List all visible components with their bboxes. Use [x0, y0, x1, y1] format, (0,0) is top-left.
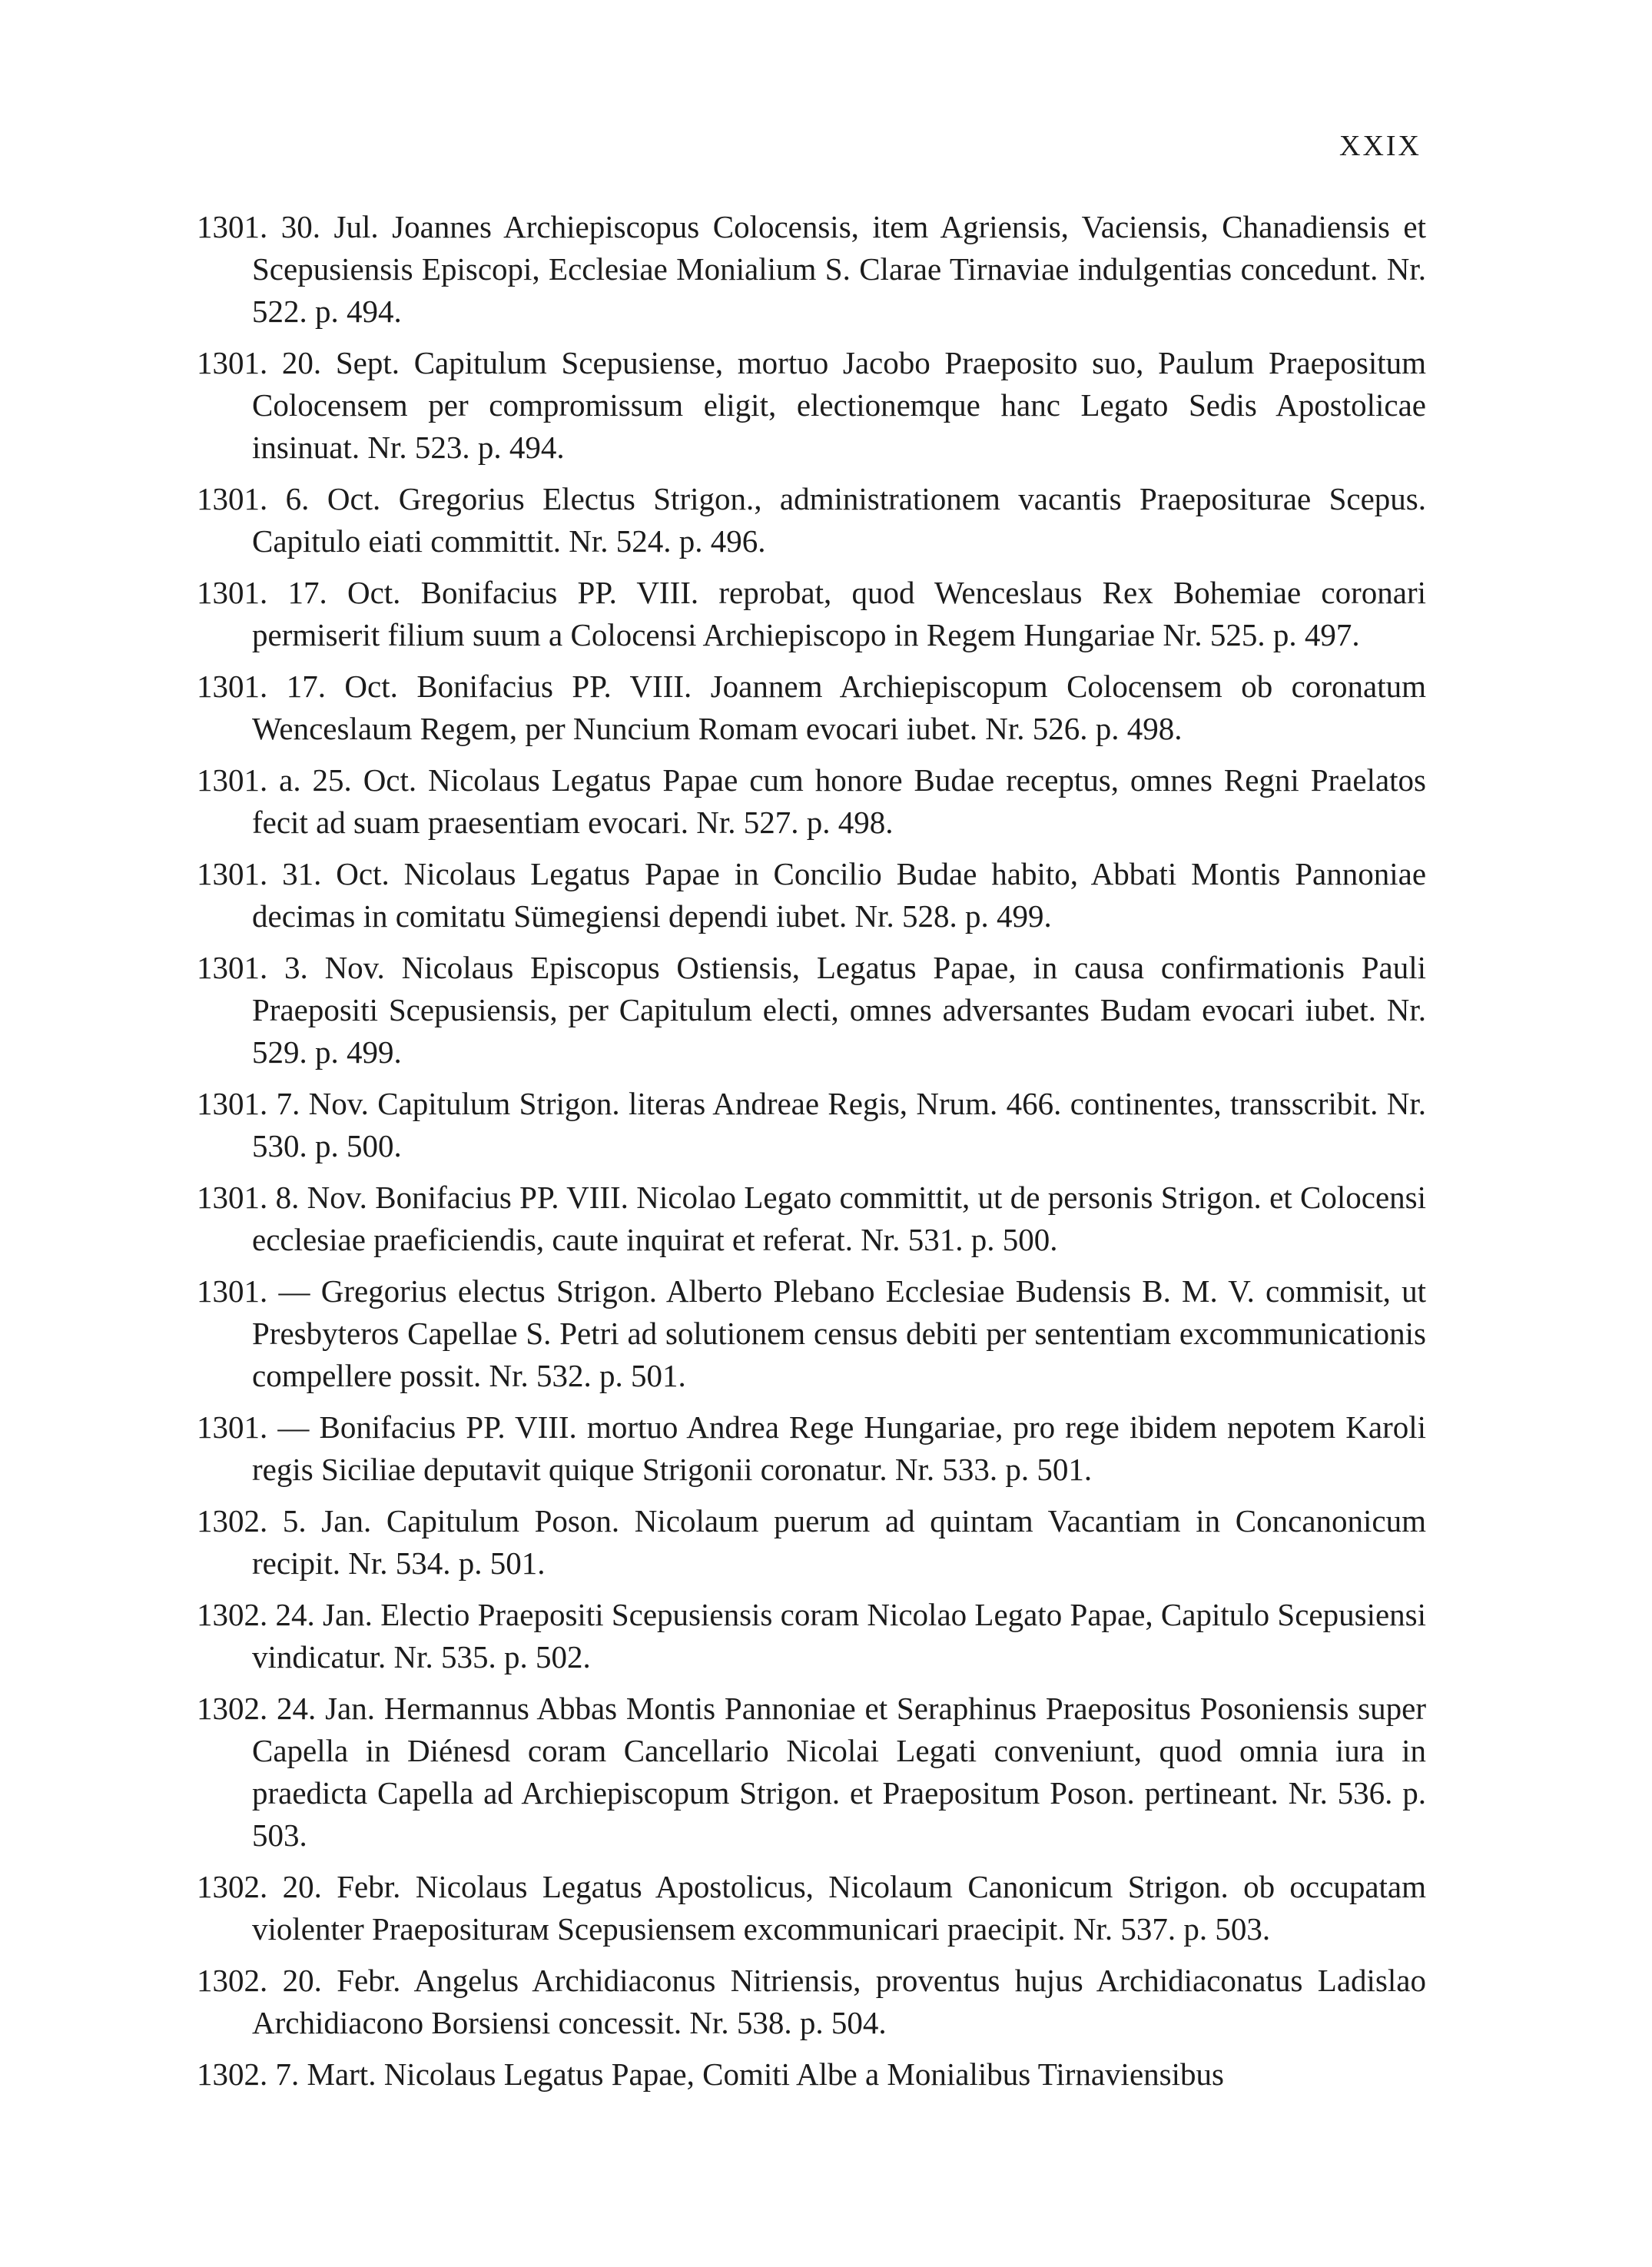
entry-date: 1302. 24. Jan. — [197, 1691, 376, 1726]
entry-text: Angelus Archidiaconus Nitriensis, proventus hujus Archidiaconatus Ladislao Archidiacono Borsiensi concessit. Nr. 538. p. 504. — [252, 1963, 1426, 2040]
entry-text: Nicolaus Legatus Papae, Comiti Albe a Monialibus Tirnaviensibus — [383, 2056, 1224, 2092]
entry-text: Capitulum Strigon. literas Andreae Regis, Nrum. 466. continentes, transscribit. Nr. 530. p. 500. — [252, 1086, 1427, 1163]
entry-5 — [197, 665, 1426, 750]
entry-date: 1301. 17. Oct. — [197, 575, 401, 610]
entry-text: Bonifacius PP. VIII. Nicolao Legato committit, ut de personis Strigon. et Colocensi ecclesiae praeficiendis, caute inquirat et referat. Nr. 531. p. 500. — [252, 1180, 1427, 1257]
entry-text: Electio Praepositi Scepusiensis coram Nicolao Legato Papae, Capitulo Scepusiensi vindicatur. Nr. 535. p. 502. — [252, 1597, 1427, 1675]
entry-date: 1301. 7. Nov. — [197, 1086, 369, 1121]
entry-11 — [197, 1270, 1426, 1397]
entry-date: 1301. 8. Nov. — [197, 1180, 367, 1215]
entry-10 — [197, 1177, 1426, 1261]
entry-12 — [197, 1406, 1426, 1491]
entry-text: Gregorius Electus Strigon., administrationem vacantis Praeposituraе Scepus. Capitulo eiati committit. Nr. 524. p. 496. — [252, 481, 1427, 559]
entry-13 — [197, 1500, 1426, 1585]
entry-date: 1301. 3. Nov. — [197, 950, 385, 985]
entry-17 — [197, 1960, 1426, 2044]
page-number: XXIX — [1339, 130, 1421, 162]
entry-date: 1302. 20. Febr. — [197, 1869, 401, 1904]
register-entries — [197, 206, 1426, 2105]
entry-text: Nicolaus Legatus Papae cum honore Budae receptus, omnes Regni Praelatos fecit ad suam praesentiam evocari. Nr. 527. p. 498. — [252, 762, 1426, 840]
entry-text: Joannes Archiepiscopus Colocensis, item Agriensis, Vaciensis, Chanadiensis et Scepusiensis Episcopi, Ecclesiae Monialium S. Clarae Tirnaviae indulgentias concedunt. Nr. 522. p. 494. — [252, 209, 1427, 329]
entry-text: Bonifacius PP. VIII. reprobat, quod Wenceslaus Rex Bohemiae coronari permiserit filium suum a Colocensi Archiepiscopo in Regem Hungariae Nr. 525. p. 497. — [252, 575, 1427, 652]
entry-text: Nicolaus Episcopus Ostiensis, Legatus Papae, in causa confirmationis Pauli Praepositi Scepusiensis, per Capitulum electi, omnes adversantes Budam evocari iubet. Nr. 529. p. 499. — [252, 950, 1427, 1070]
entry-date: 1302. 24. Jan. — [197, 1597, 373, 1632]
entry-date: 1301. — — [197, 1409, 310, 1445]
entry-text: Gregorius electus Strigon. Alberto Plebano Ecclesiae Budensis B. M. V. commisit, ut Presbyteros Capellae S. Petri ad solutionem census debiti per sententiam excommunicationis compellere possit. Nr. 532. p. 501. — [252, 1273, 1427, 1393]
entry-1 — [197, 206, 1426, 333]
entry-date: 1302. 5. Jan. — [197, 1503, 372, 1538]
entry-2 — [197, 342, 1426, 469]
entry-16 — [197, 1866, 1426, 1950]
entry-14 — [197, 1594, 1426, 1678]
entry-text: Bonifacius PP. VIII. mortuo Andrea Rege Hungariae, pro rege ibidem nepotem Karoli regis Siciliae deputavit quique Strigonii coronatur. Nr. 533. p. 501. — [252, 1409, 1427, 1487]
entry-9 — [197, 1083, 1426, 1167]
entry-text: Hermannus Abbas Montis Pannoniae et Seraphinus Praepositus Posoniensis super Capella in Diénesd coram Cancellario Nicolai Legati conveniunt, quod omnia iura in praedicta Capella ad Archiepiscopum Strigon. et Praepositum Poson. pertineant. Nr. 536. p. 503. — [252, 1691, 1427, 1853]
entry-8 — [197, 947, 1426, 1074]
entry-7 — [197, 853, 1426, 938]
entry-date: 1301. a. 25. Oct. — [197, 762, 417, 798]
entry-date: 1301. 30. Jul. — [197, 209, 379, 244]
entry-text: Nicolaus Legatus Apostolicus, Nicolaum Canonicum Strigon. ob occupatam violenter Praepositurам Scepusiensem excommunicari praecipit. Nr. 537. p. 503. — [252, 1869, 1427, 1947]
entry-date: 1302. 7. Mart. — [197, 2056, 377, 2092]
entry-15 — [197, 1688, 1426, 1857]
entry-text: Nicolaus Legatus Papae in Concilio Budae habito, Abbati Montis Pannoniae decimas in comitatu Sümegiensi dependi iubet. Nr. 528. p. 499. — [252, 856, 1427, 934]
entry-date: 1301. 6. Oct. — [197, 481, 381, 516]
entry-text: Capitulum Poson. Nicolaum puerum ad quintam Vacantiam in Concanonicum recipit. Nr. 534. p. 501. — [252, 1503, 1427, 1581]
entry-3 — [197, 478, 1426, 563]
entry-text: Bonifacius PP. VIII. Joannem Archiepiscopum Colocensem ob coronatum Wenceslaum Regem, per Nuncium Romam evocari iubet. Nr. 526. p. 498. — [252, 669, 1427, 746]
entry-text: Capitulum Scepusiense, mortuo Jacobo Praeposito suo, Paulum Praepositum Colocensem per compromissum eligit, electionemque hanc Legato Sedis Apostolicae insinuat. Nr. 523. p. 494. — [252, 345, 1426, 465]
entry-date: 1301. 20. Sept. — [197, 345, 400, 380]
entry-18 — [197, 2053, 1426, 2096]
entry-date: 1301. 17. Oct. — [197, 669, 398, 704]
entry-4 — [197, 572, 1426, 656]
entry-6 — [197, 759, 1426, 844]
entry-date: 1301. 31. Oct. — [197, 856, 390, 891]
entry-date: 1302. 20. Febr. — [197, 1963, 401, 1998]
entry-date: 1301. — — [197, 1273, 310, 1309]
